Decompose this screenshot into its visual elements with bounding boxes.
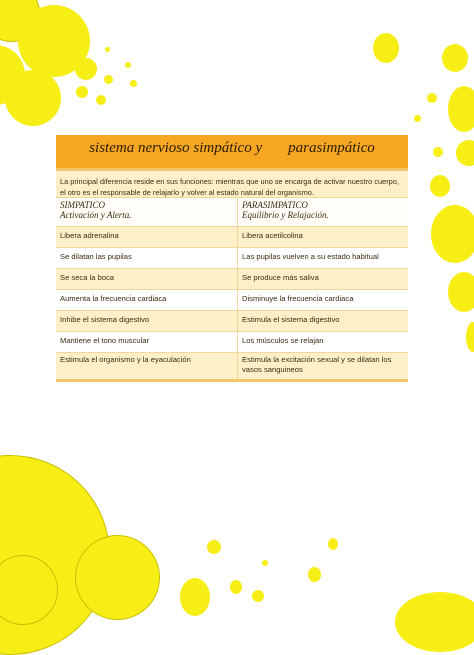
comparison-table [56,197,408,379]
decorative-circle [431,205,474,263]
cell-parasimpatico: Los músculos se relajan [238,332,409,353]
table-header-row [56,198,408,227]
cell-simpatico: Se dilatan las pupilas [56,248,238,269]
page-title [56,140,408,157]
decorative-circle [448,86,474,132]
decorative-circle [442,44,468,72]
table-row [56,227,408,248]
cell-parasimpatico: Libera acetilcolina [238,227,409,248]
decorative-circle [395,592,474,652]
table-row [56,353,408,380]
decorative-circle [130,80,137,87]
decorative-circle [448,272,474,312]
decorative-circle [328,538,338,550]
decorative-circle [433,147,443,157]
decorative-circle [456,140,474,166]
header-simpatico-title: SIMPATICO [60,200,105,210]
decorative-circle [427,93,437,103]
decorative-circle [180,578,210,616]
cell-simpatico: Mantiene el tono muscular [56,332,238,353]
cell-parasimpatico: Estimula el sistema digestivo [238,311,409,332]
cell-simpatico: Estimula el organismo y la eyaculación [56,353,238,380]
decorative-circle [75,58,97,80]
cell-simpatico: Se seca la boca [56,269,238,290]
decorative-circle [207,540,221,554]
decorative-circle [105,47,110,52]
cell-parasimpatico: Las pupilas vuelven a su estado habitual [238,248,409,269]
title-part-1: sistema nervioso simpático y [89,140,263,156]
decorative-circle [262,560,268,566]
decorative-circle [96,95,106,105]
cell-simpatico: Libera adrenalina [56,227,238,248]
header-simpatico-subtitle: Activación y Alerta. [60,210,132,220]
decorative-circle [414,115,421,122]
header-parasimpatico-title: PARASIMPATICO [242,200,308,210]
intro-text: La principal diferencia reside en sus funciones: mientras que uno se encarga de activar nuestro cuerpo, el otro es el responsable de relajarlo y volver al estado natural del organismo. [56,168,408,197]
header-parasimpatico [238,198,409,227]
cell-parasimpatico: Disminuye la frecuencia cardiaca [238,290,409,311]
cell-parasimpatico: Se produce más saliva [238,269,409,290]
comparison-card [56,135,408,382]
table-row [56,290,408,311]
header-simpatico [56,198,238,227]
decorative-circle [430,175,450,197]
decorative-circle [76,86,88,98]
table-row [56,311,408,332]
table-row [56,269,408,290]
decorative-circle [104,75,113,84]
table-row [56,332,408,353]
decorative-circle [75,535,160,620]
header-parasimpatico-subtitle: Equilibrio y Relajación. [242,210,329,220]
cell-parasimpatico: Estimula la excitación sexual y se dilatan los vasos sanguineos [238,353,409,380]
table-row [56,248,408,269]
cell-simpatico: Inhibe el sistema digestivo [56,311,238,332]
decorative-circle [125,62,131,68]
decorative-circle [466,322,474,352]
decorative-circle [230,580,242,594]
title-part-2: parasimpático [288,140,375,156]
title-bar [56,135,408,168]
bottom-rule [56,379,408,382]
decorative-circle [5,70,61,126]
decorative-circle [373,33,399,63]
cell-simpatico: Aumenta la frecuencia cardiaca [56,290,238,311]
decorative-circle [308,567,321,582]
decorative-circle [252,590,264,602]
